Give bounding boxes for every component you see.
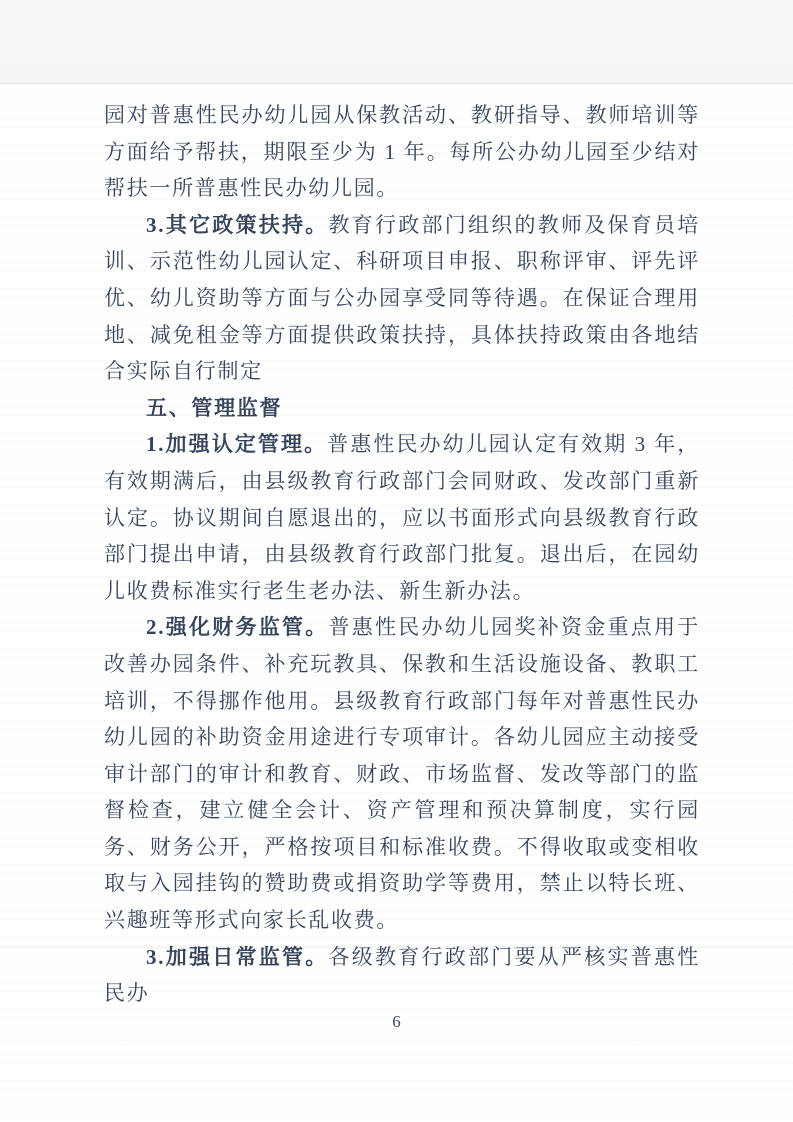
section-heading [104, 390, 700, 427]
paragraph [104, 609, 700, 938]
paragraph [104, 426, 700, 609]
bold-text-run: 1.加强认定管理。 [146, 432, 328, 457]
bold-text-run: 3.其它政策扶持。 [146, 212, 329, 237]
paragraph [104, 939, 700, 1012]
text-run: 园对普惠性民办幼儿园从保教活动、教研指导、教师培训等方面给予帮扶，期限至少为 1 年。每所公办幼儿园至少结对帮扶一所普惠性民办幼儿园。 [104, 103, 700, 201]
bold-text-run: 3.加强日常监管。 [146, 944, 329, 969]
text-run: 教育行政部门组织的教师及保育员培训、示范性幼儿园认定、科研项目申报、职称评审、评先评优、幼儿资助等方面与公办园享受同等待遇。在保证合理用地、减免租金等方面提供政策扶持，具体扶持政策由各地结合实际自行制定 [104, 212, 700, 384]
document-body [104, 97, 700, 1012]
paragraph [104, 207, 700, 390]
paragraph [104, 97, 700, 207]
bold-text-run: 五、管理监督 [146, 395, 283, 420]
scan-artifact-top-band [0, 0, 793, 84]
bold-text-run: 2.强化财务监管。 [146, 615, 329, 640]
text-run: 普惠性民办幼儿园认定有效期 3 年，有效期满后，由县级教育行政部门会同财政、发改部门重新认定。协议期间自愿退出的，应以书面形式向县级教育行政部门提出申请，由县级教育行政部门批复。退出后，在园幼儿收费标准实行老生老办法、新生新办法。 [104, 432, 700, 603]
page-number: 6 [392, 1012, 401, 1031]
text-run: 各级教育行政部门要从严核实普惠性民办 [104, 944, 700, 1006]
text-run: 普惠性民办幼儿园奖补资金重点用于改善办园条件、补充玩教具、保教和生活设施设备、教职工培训，不得挪作他用。县级教育行政部门每年对普惠性民办幼儿园的补助资金用途进行专项审计。各幼儿园应主动接受审计部门的审计和教育、财政、市场监督、发改等部门的监督检查，建立健全会计、资产管理和预决算制度，实行园务、财务公开，严格按项目和标准收费。不得收取或变相收取与入园挂钩的赞助费或捐资助学等费用，禁止以特长班、兴趣班等形式向家长乱收费。 [104, 615, 700, 933]
scan-artifact-streak [0, 1040, 793, 1042]
page-footer [0, 1012, 793, 1032]
